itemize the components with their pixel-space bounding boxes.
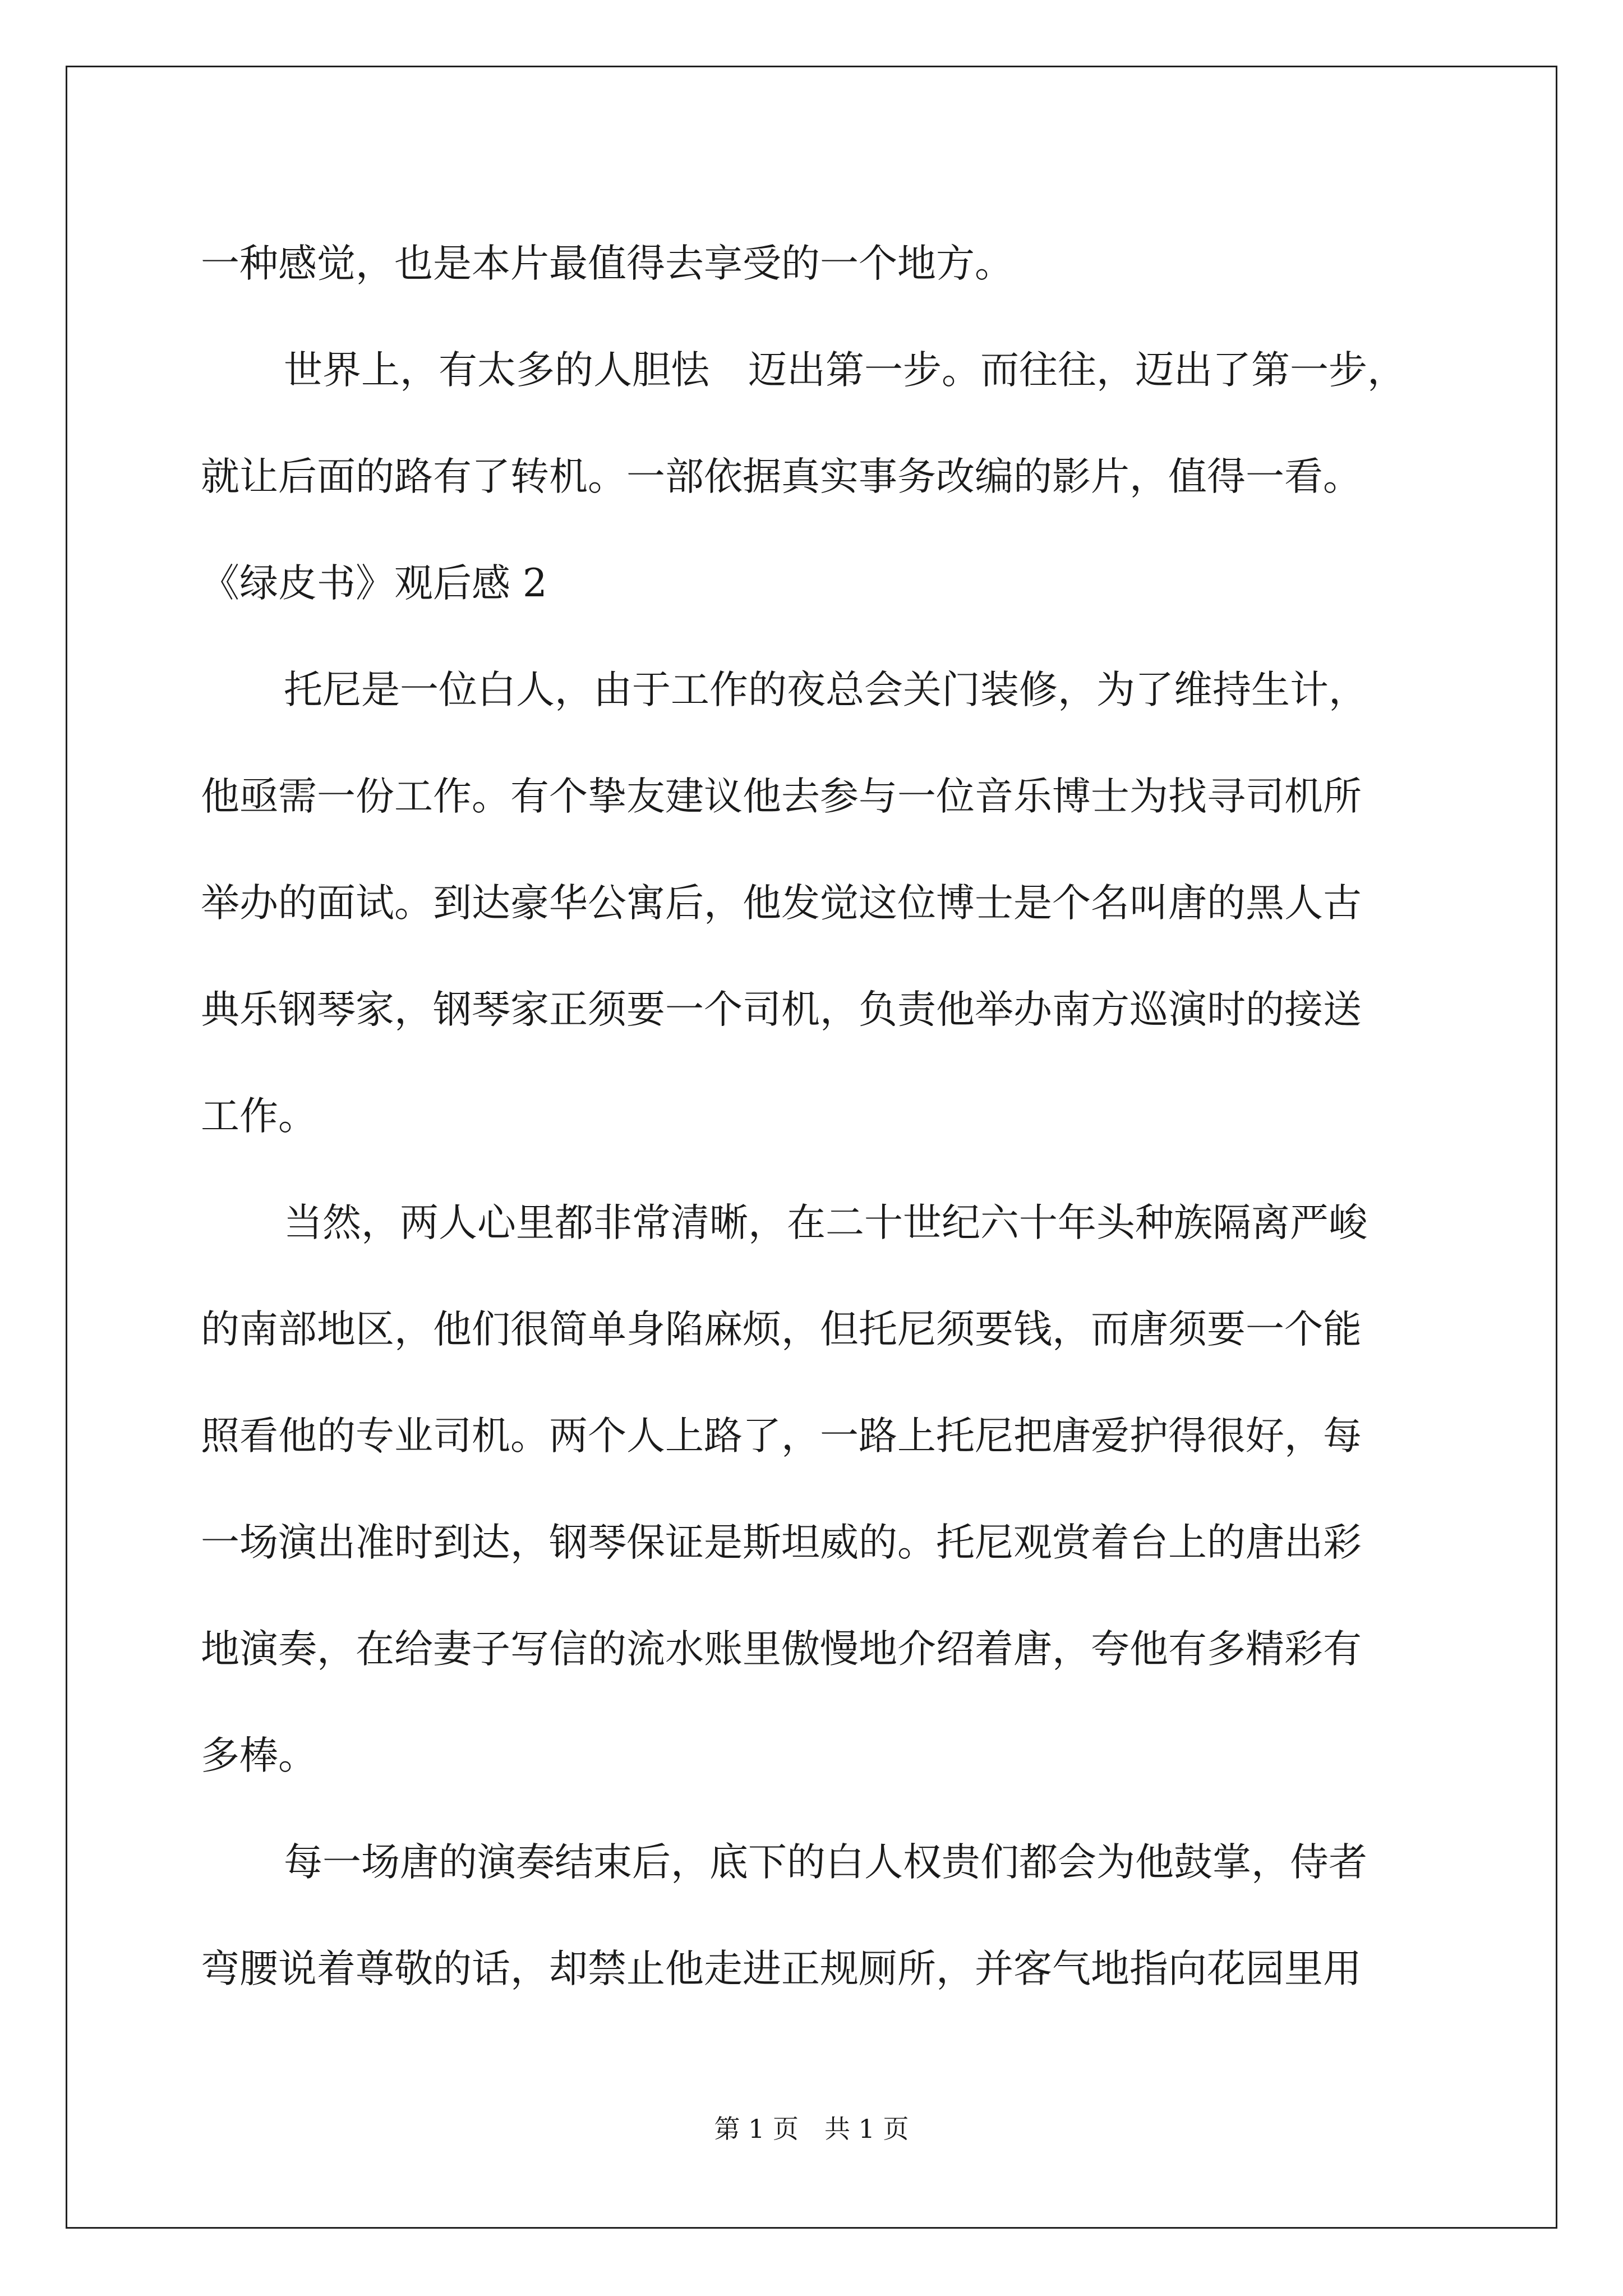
text-line: 弯腰说着尊敬的话，却禁止他走进正规厕所，并客气地指向花园里用 [201,1947,1362,1991]
text-line: 托尼是一位白人，由于工作的夜总会关门装修，为了维持生计， [284,668,1367,712]
text-line: 举办的面试。到达豪华公寓后，他发觉这位博士是个名叫唐的黑人古 [201,881,1362,926]
text-line: 的南部地区，他们很简单身陷麻烦，但托尼须要钱，而唐须要一个能 [201,1307,1362,1352]
text-line: 每一场唐的演奏结束后，底下的白人权贵们都会为他鼓掌，侍者 [284,1840,1367,1885]
text-line: 多棒。 [201,1733,317,1778]
text-line: 就让后面的路有了转机。一部依据真实事务改编的影片，值得一看。 [201,454,1362,499]
text-line: 典乐钢琴家，钢琴家正须要一个司机，负责他举办南方巡演时的接送 [201,987,1362,1032]
text-line: 一场演出准时到达，钢琴保证是斯坦威的。托尼观赏着台上的唐出彩 [201,1520,1362,1565]
text-line: 世界上，有太多的人胆怯 迈出第一步。而往往，迈出了第一步， [284,348,1406,393]
text-line: 一种感觉，也是本片最值得去享受的一个地方。 [201,241,1013,286]
section-heading: 《绿皮书》观后感 2 [201,561,547,606]
document-body [201,210,1423,2022]
text-line: 他亟需一份工作。有个挚友建议他去参与一位音乐博士为找寻司机所 [201,774,1362,819]
text-line: 地演奏，在给妻子写信的流水账里傲慢地介绍着唐，夸他有多精彩有 [201,1627,1362,1672]
text-line: 工作。 [201,1094,317,1139]
page-footer: 第 1 页 共 1 页 [714,2114,909,2144]
text-line: 照看他的专业司机。两个人上路了，一路上托尼把唐爱护得很好，每 [201,1414,1362,1458]
text-line: 当然，两人心里都非常清晰，在二十世纪六十年头种族隔离严峻 [284,1200,1367,1245]
